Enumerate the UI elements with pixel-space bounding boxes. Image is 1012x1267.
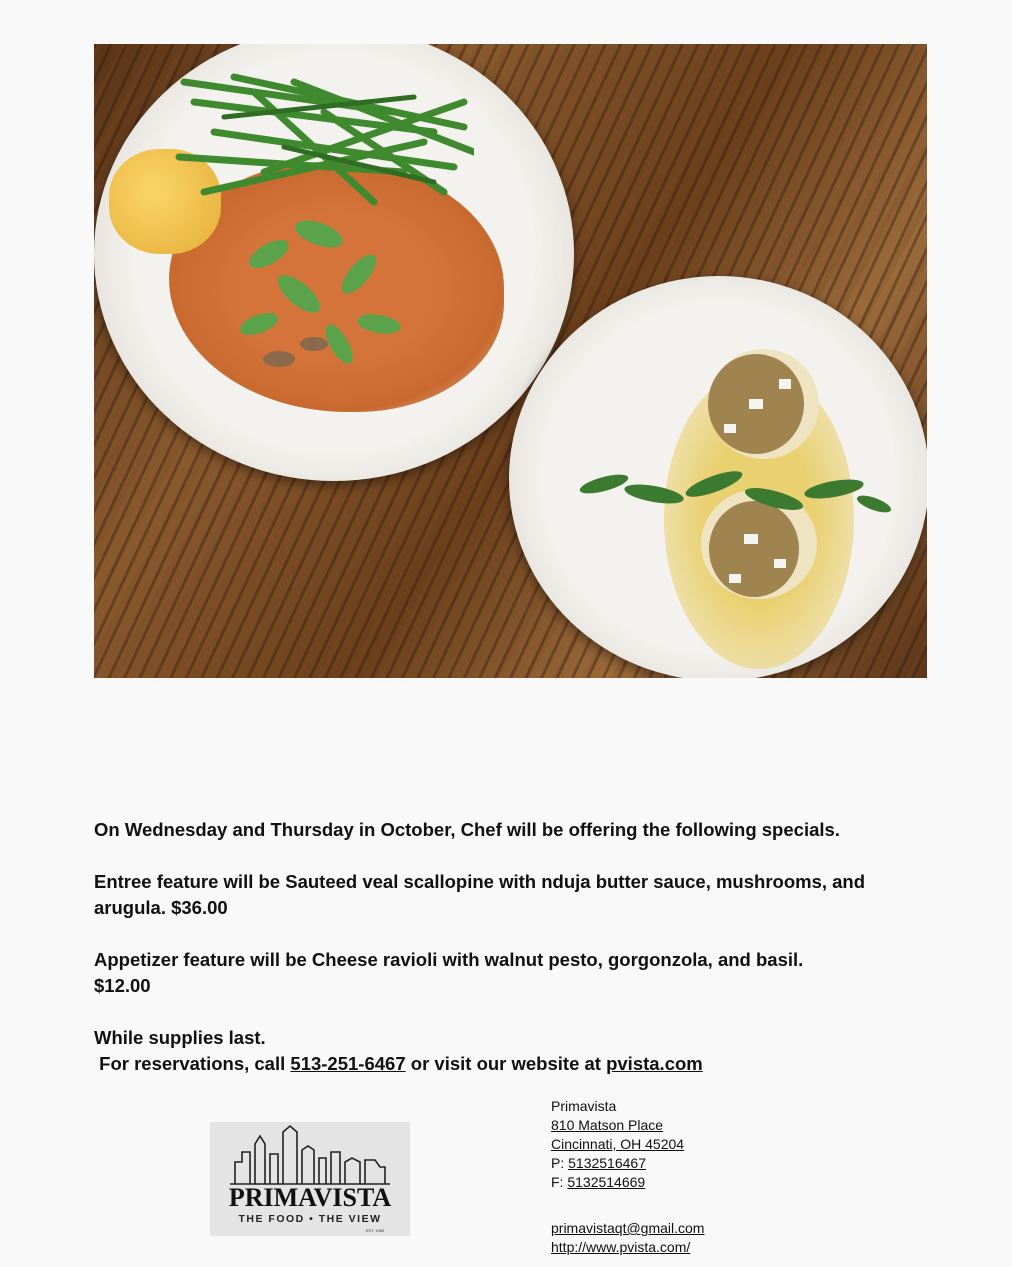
appetizer-feature <box>94 947 934 999</box>
entree-feature: Entree feature will be Sauteed veal scallopine with nduja butter sauce, mushrooms, and arugula. $36.00 <box>94 871 866 918</box>
specials-announcement <box>94 817 934 1077</box>
contact-fax-link[interactable]: 5132514669 <box>567 1174 646 1190</box>
phone-link[interactable]: 513-251-6467 <box>290 1053 406 1074</box>
contact-name: Primavista <box>551 1098 617 1114</box>
basil <box>574 444 894 534</box>
appetizer-price: $12.00 <box>94 975 151 996</box>
arugula <box>209 194 439 379</box>
reservation-line: For reservations, call 513-251-6467 or visit our website at pvista.com <box>94 1053 703 1074</box>
intro-text: On Wednesday and Thursday in October, Chef will be offering the following specials. <box>94 819 840 840</box>
food-photo <box>94 44 927 678</box>
contact-info <box>551 1097 704 1257</box>
logo-tagline: THE FOOD • THE VIEW <box>238 1213 382 1225</box>
logo-est: EST. 1989 <box>365 1228 385 1233</box>
contact-phone-link[interactable]: 5132516467 <box>568 1155 646 1171</box>
appetizer-description: Appetizer feature will be Cheese ravioli with walnut pesto, gorgonzola, and basil. <box>94 949 804 970</box>
email-link[interactable]: primavistaqt@gmail.com <box>551 1220 705 1236</box>
primavista-logo <box>210 1122 410 1236</box>
url-link[interactable]: http://www.pvista.com/ <box>551 1239 691 1255</box>
contact-city[interactable]: Cincinnati, OH 45204 <box>551 1136 685 1152</box>
contact-street[interactable]: 810 Matson Place <box>551 1117 664 1133</box>
supplies-note: While supplies last. <box>94 1027 266 1048</box>
contact-fax-line: F: 5132514669 <box>551 1174 646 1190</box>
logo-wordmark: PRIMAVISTA <box>228 1183 392 1212</box>
contact-phone-line: P: 5132516467 <box>551 1155 646 1171</box>
website-link[interactable]: pvista.com <box>606 1053 703 1074</box>
green-beans <box>174 72 474 212</box>
